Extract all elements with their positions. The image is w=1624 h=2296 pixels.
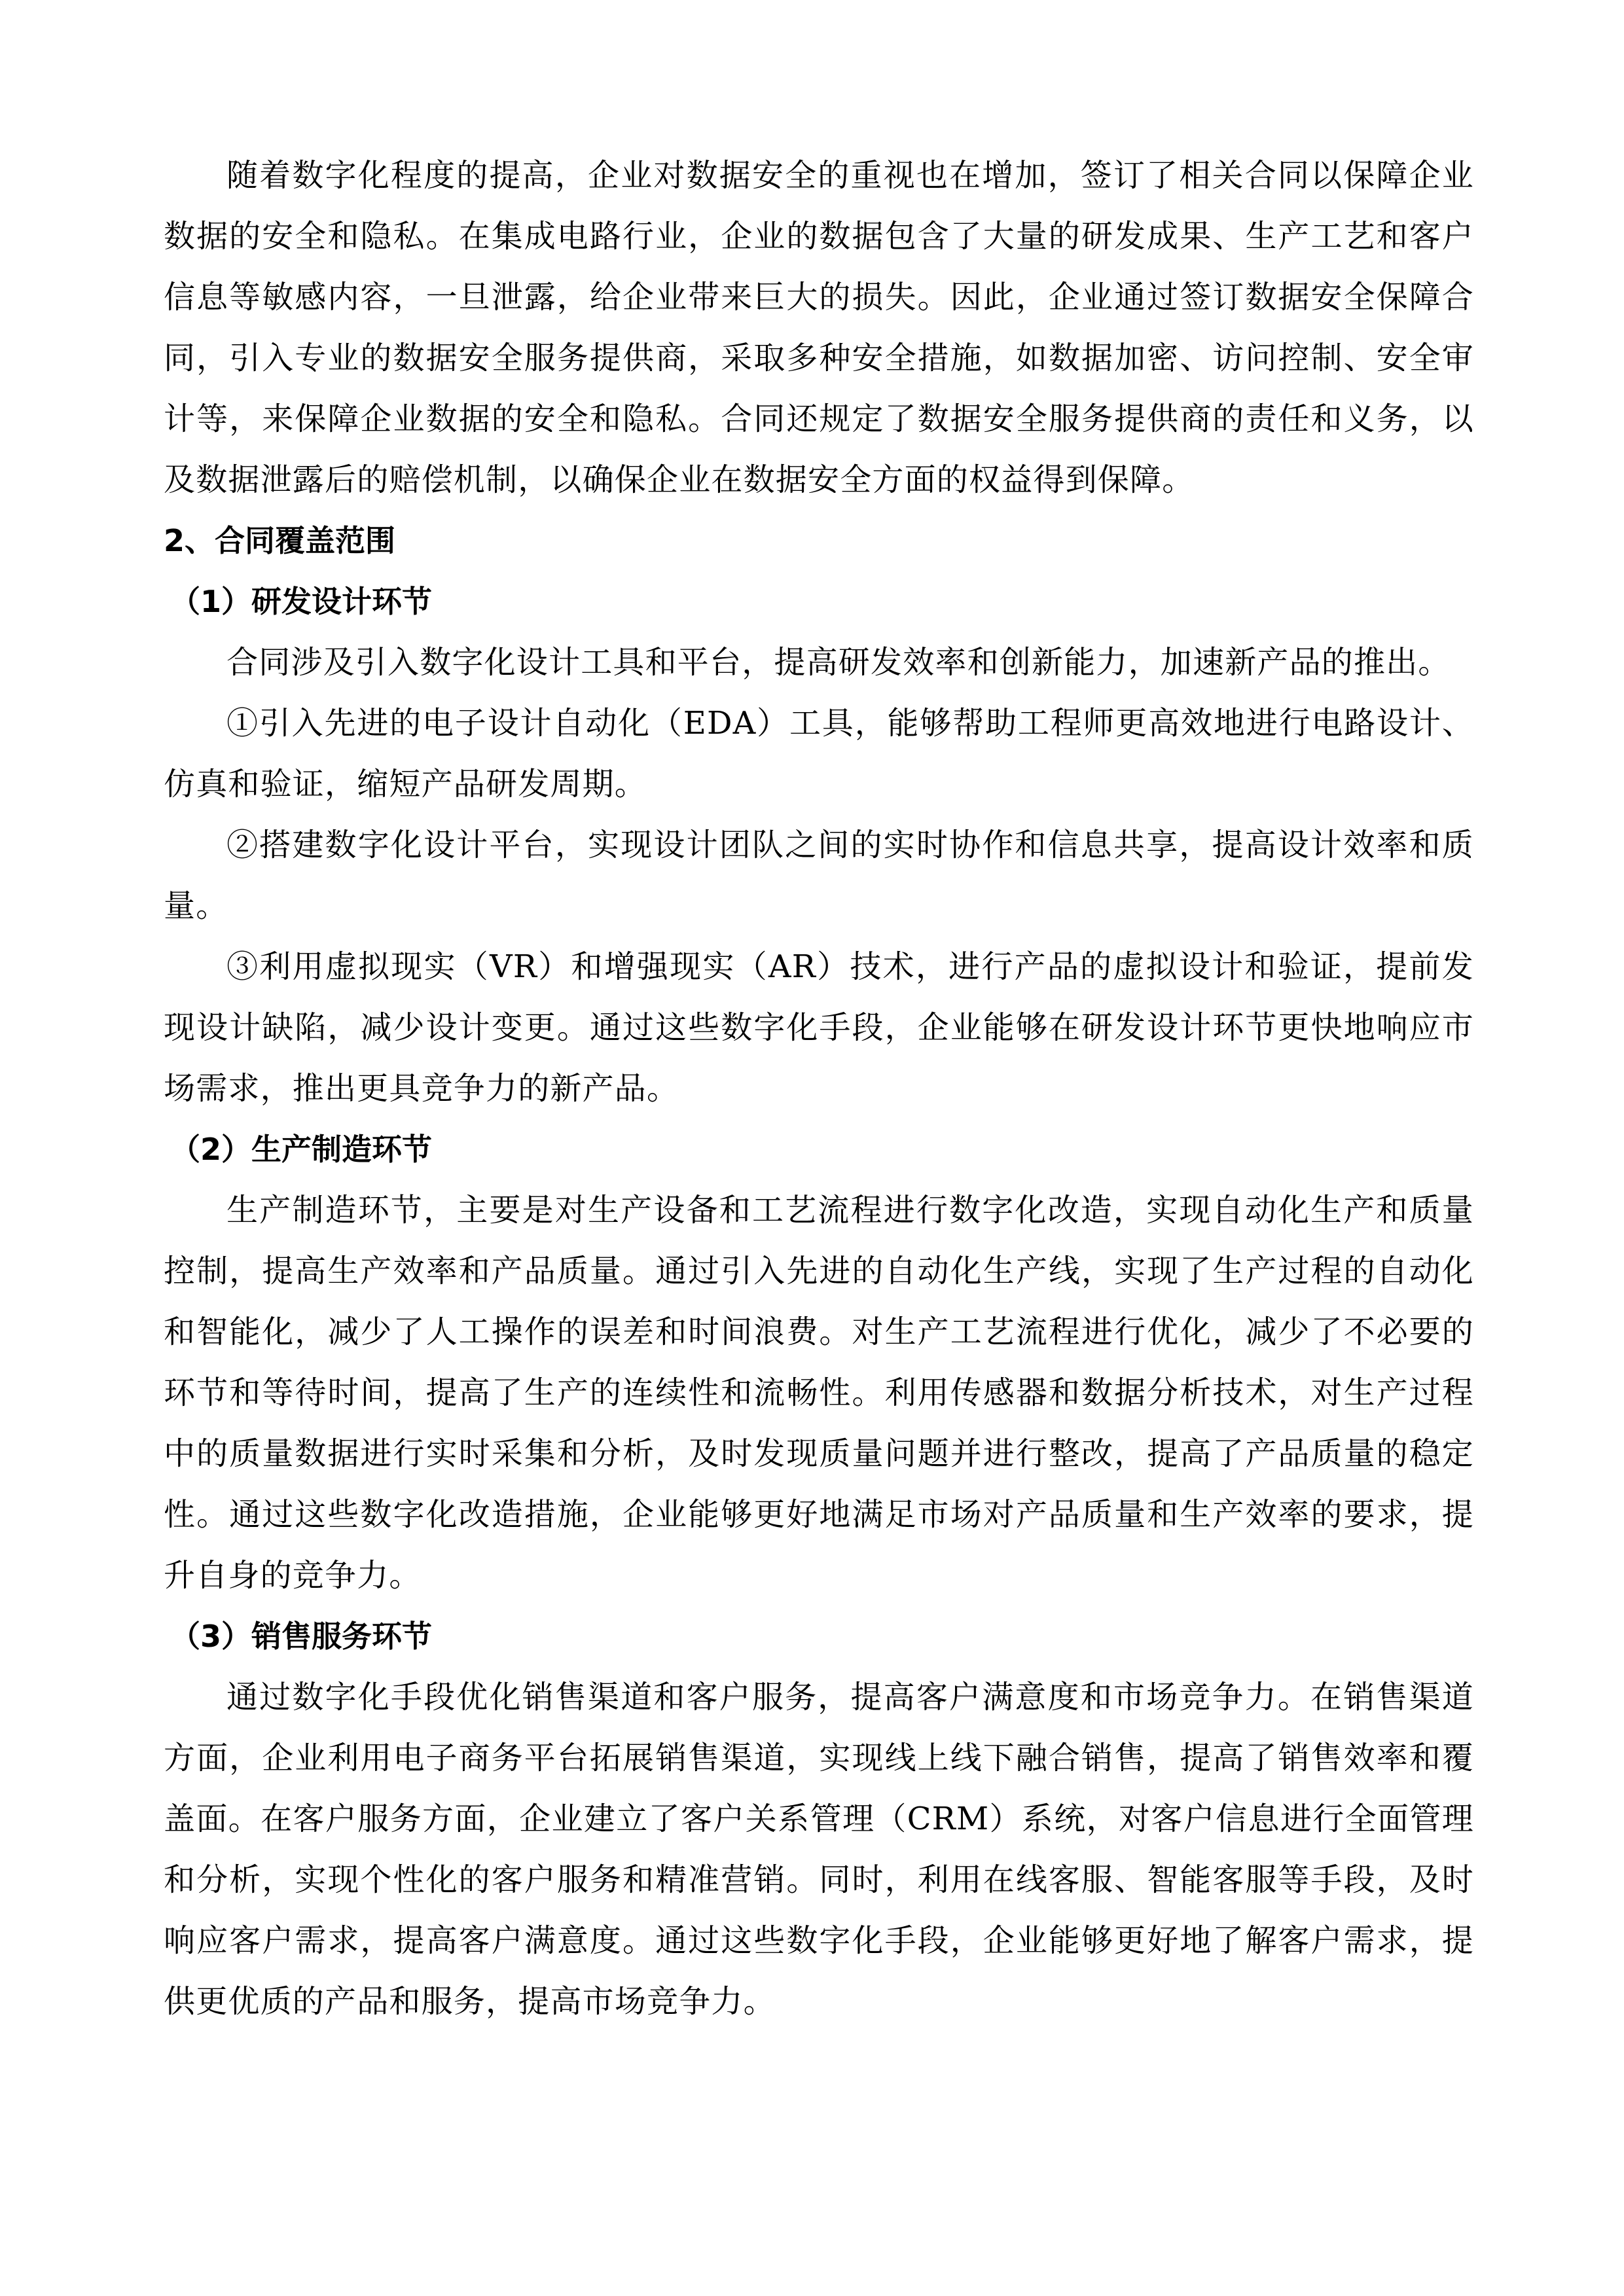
section-heading-contract-scope: 2、合同覆盖范围 [164,523,396,558]
rd-design-paragraph-intro: 合同涉及引入数字化设计工具和平台，提高研发效率和创新能力，加速新产品的推出。 [226,644,1451,681]
sales-service-paragraph: 通过数字化手段优化销售渠道和客户服务，提高客户满意度和市场竞争力。在销售渠道方面，企业利用电子商务平台拓展销售渠道，实现线上线下融合销售，提高了销售效率和覆盖面。在客户服务方面，企业建立了客户关系管理（CRM）系统，对客户信息进行全面管理和分析，实现个性化的客户服务和精准营销。同时，利用在线客服、智能客服等手段，及时响应客户需求，提高客户满意度。通过这些数字化手段，企业能够更好地了解客户需求，提供更优质的产品和服务，提高市场竞争力。 [164,1679,1474,2020]
subsection-heading-rd-design: （1）研发设计环节 [170,584,433,619]
document-page [164,145,1474,2032]
manufacturing-paragraph: 生产制造环节，主要是对生产设备和工艺流程进行数字化改造，实现自动化生产和质量控制，提高生产效率和产品质量。通过引入先进的自动化生产线，实现了生产过程的自动化和智能化，减少了人工操作的误差和时间浪费。对生产工艺流程进行优化，减少了不必要的环节和等待时间，提高了生产的连续性和流畅性。利用传感器和数据分析技术，对生产过程中的质量数据进行实时采集和分析，及时发现质量问题并进行整改，提高了产品质量的稳定性。通过这些数字化改造措施，企业能够更好地满足市场对产品质量和生产效率的要求，提升自身的竞争力。 [164,1192,1474,1594]
rd-design-paragraph-vr-ar: ③利用虚拟现实（VR）和增强现实（AR）技术，进行产品的虚拟设计和验证，提前发现设计缺陷，减少设计变更。通过这些数字化手段，企业能够在研发设计环节更快地响应市场需求，推出更具竞争力的新产品。 [164,948,1474,1107]
subsection-heading-sales-service: （3）销售服务环节 [170,1619,433,1654]
rd-design-paragraph-eda: ①引入先进的电子设计自动化（EDA）工具，能够帮助工程师更高效地进行电路设计、仿真和验证，缩短产品研发周期。 [164,705,1474,802]
subsection-heading-manufacturing: （2）生产制造环节 [170,1132,433,1167]
intro-paragraph: 随着数字化程度的提高，企业对数据安全的重视也在增加，签订了相关合同以保障企业数据的安全和隐私。在集成电路行业，企业的数据包含了大量的研发成果、生产工艺和客户信息等敏感内容，一旦泄露，给企业带来巨大的损失。因此，企业通过签订数据安全保障合同，引入专业的数据安全服务提供商，采取多种安全措施，如数据加密、访问控制、安全审计等，来保障企业数据的安全和隐私。合同还规定了数据安全服务提供商的责任和义务，以及数据泄露后的赔偿机制，以确保企业在数据安全方面的权益得到保障。 [164,157,1474,498]
rd-design-paragraph-platform: ②搭建数字化设计平台，实现设计团队之间的实时协作和信息共享，提高设计效率和质量。 [164,827,1474,924]
